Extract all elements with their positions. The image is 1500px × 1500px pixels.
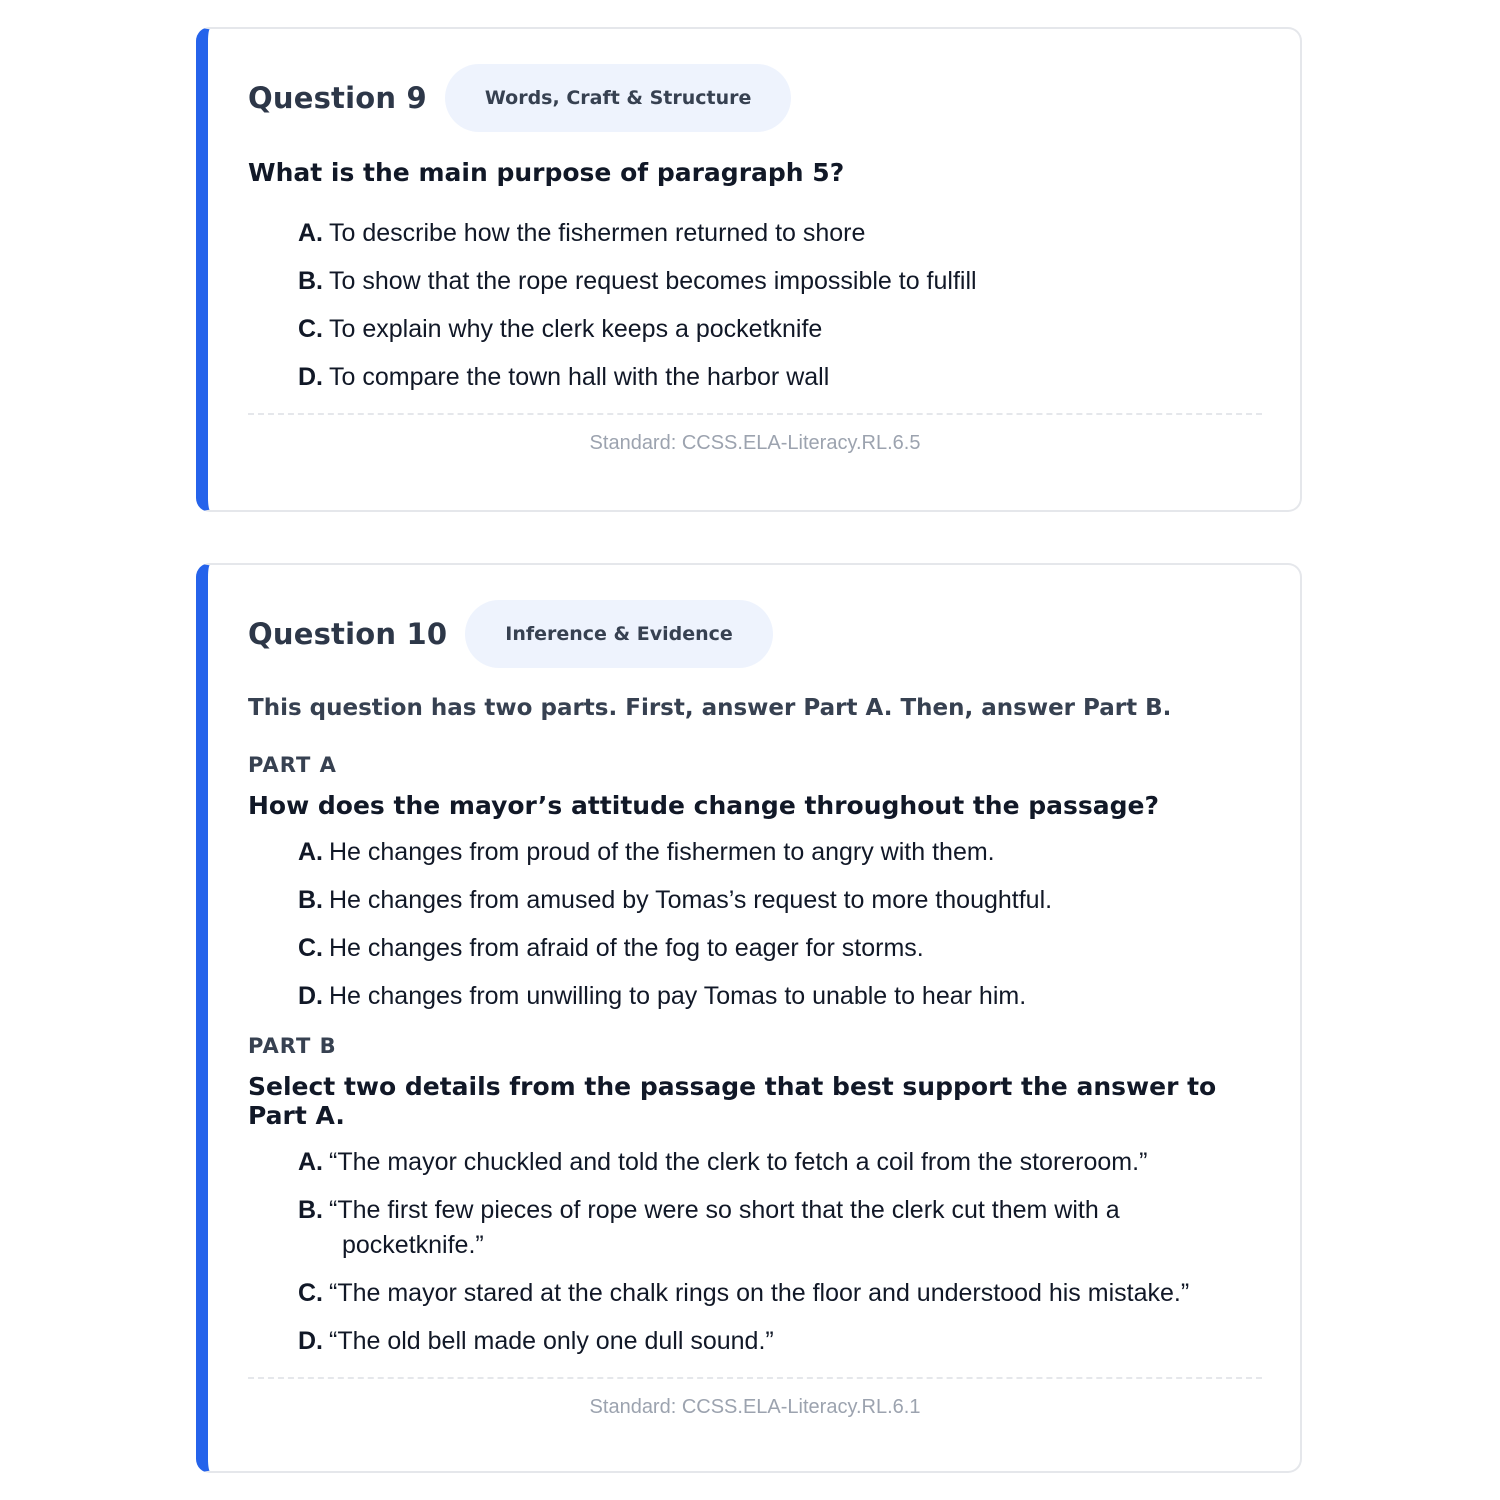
part-b-option-b[interactable] [298,1193,1262,1263]
option-text: To describe how the fishermen returned to shore [329,219,866,247]
option-text: “The mayor stared at the chalk rings on the floor and understood his mistake.” [329,1279,1190,1307]
part-a-label: PART A [248,753,337,777]
part-a-option-b[interactable] [298,883,1262,918]
option-text: To compare the town hall with the harbor wall [329,363,830,391]
option-text: “The old bell made only one dull sound.” [329,1327,774,1355]
option-letter: B. [298,886,323,914]
standard-label: Standard: CCSS.ELA-Literacy.RL.6.1 [589,1396,921,1418]
question-instructions: This question has two parts. First, answer Part A. Then, answer Part B. [248,695,1172,721]
category-badge: Inference & Evidence [465,600,773,668]
option-text: He changes from amused by Tomas’s request to more thoughtful. [329,886,1053,914]
option-letter: B. [298,1196,323,1224]
part-a-stem: How does the mayor’s attitude change throughout the passage? [248,791,1160,820]
option-letter: A. [298,219,323,247]
part-b-option-c[interactable] [298,1276,1262,1311]
option-letter: C. [298,1279,323,1307]
answer-option-d[interactable] [298,360,1262,395]
option-text: “The first few pieces of rope were so short that the clerk cut them with a pocketknife.” [329,1196,1120,1259]
standard-label: Standard: CCSS.ELA-Literacy.RL.6.5 [589,432,921,454]
divider [248,1377,1262,1379]
option-text: To show that the rope request becomes impossible to fulfill [329,267,977,295]
question-header [248,600,1262,668]
question-card-10 [196,563,1302,1473]
part-b-stem: Select two details from the passage that best support the answer to Part A. [248,1072,1217,1130]
part-b-label: PART B [248,1034,337,1058]
part-b-option-d[interactable] [298,1324,1262,1359]
option-letter: A. [298,1148,323,1176]
option-letter: D. [298,1327,323,1355]
part-a-option-a[interactable] [298,835,1262,870]
option-letter: D. [298,982,323,1010]
answer-option-b[interactable] [298,264,1262,299]
option-letter: B. [298,267,323,295]
option-letter: D. [298,363,323,391]
part-a-option-c[interactable] [298,931,1262,966]
option-text: To explain why the clerk keeps a pocketknife [329,315,823,343]
answer-options [248,216,1262,395]
divider [248,413,1262,415]
part-b-option-a[interactable] [298,1145,1262,1180]
option-text: He changes from proud of the fishermen to angry with them. [329,838,995,866]
option-text: He changes from unwilling to pay Tomas to unable to hear him. [329,982,1027,1010]
question-stem: What is the main purpose of paragraph 5? [248,158,845,187]
question-card-9 [196,27,1302,512]
option-letter: C. [298,934,323,962]
part-b-options [248,1145,1262,1359]
option-letter: A. [298,838,323,866]
part-a-options [248,835,1262,1014]
answer-option-c[interactable] [298,312,1262,347]
category-badge: Words, Craft & Structure [445,64,792,132]
answer-option-a[interactable] [298,216,1262,251]
option-text: He changes from afraid of the fog to eager for storms. [329,934,924,962]
part-a-option-d[interactable] [298,979,1262,1014]
option-letter: C. [298,315,323,343]
question-title: Question 9 [248,81,427,115]
question-header [248,64,1262,132]
option-text: “The mayor chuckled and told the clerk to fetch a coil from the storeroom.” [329,1148,1148,1176]
question-title: Question 10 [248,617,448,651]
